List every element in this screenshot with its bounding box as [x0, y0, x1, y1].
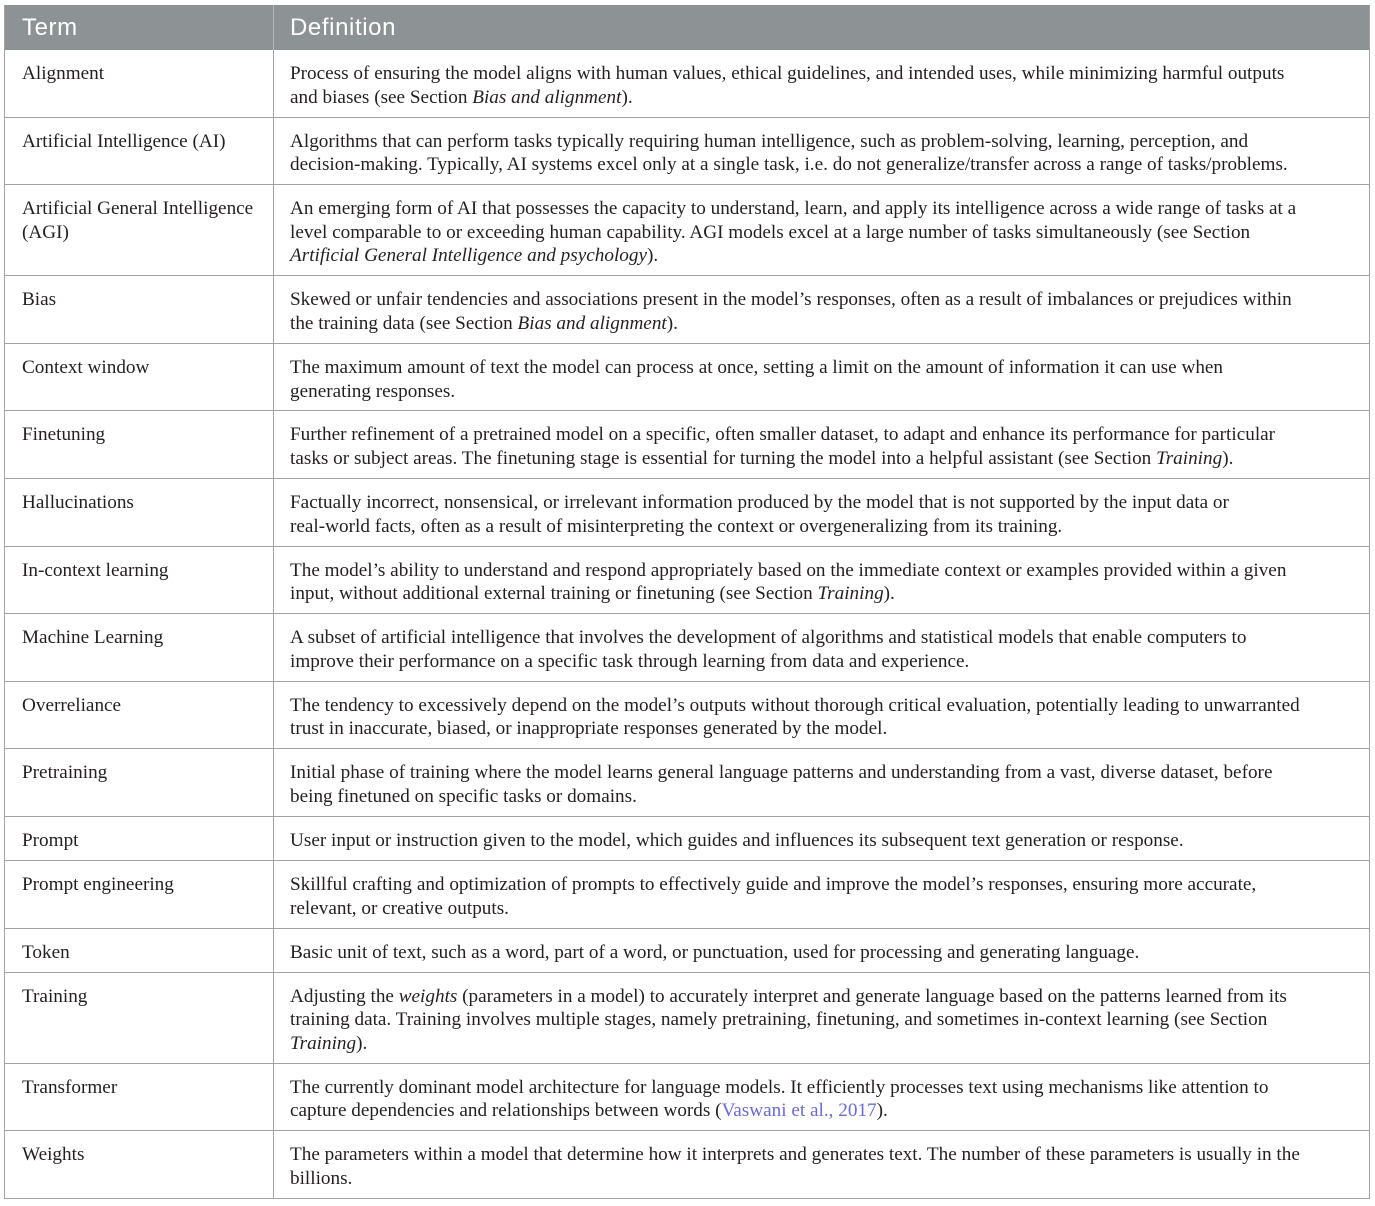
definition-text: The maximum amount of text the model can process at once, setting a limit on the amount of information it can use when	[290, 356, 1224, 378]
definition-text: ).	[621, 86, 633, 108]
definition-text: Algorithms that can perform tasks typically requiring human intelligence, such as problem-solving, learning, perception, and	[290, 130, 1249, 152]
definition-line	[290, 897, 1369, 921]
definition-line	[290, 1032, 1369, 1056]
definition-text: User input or instruction given to the model, which guides and influences its subsequent text generation or response.	[290, 829, 1184, 851]
definition-line	[290, 447, 1369, 471]
table-row	[5, 929, 1369, 973]
term-cell: Token	[5, 929, 274, 972]
definition-cell	[274, 185, 1369, 275]
definition-cell	[274, 929, 1369, 972]
definition-line	[290, 312, 1369, 336]
table-row	[5, 411, 1369, 479]
table-body	[5, 50, 1369, 1199]
table-row	[5, 749, 1369, 817]
definition-line	[290, 829, 1369, 853]
table-row	[5, 861, 1369, 929]
table-row	[5, 1131, 1369, 1199]
table-row	[5, 479, 1369, 547]
definition-cell	[274, 861, 1369, 928]
definition-line	[290, 1099, 1369, 1123]
definition-line	[290, 515, 1369, 539]
term-cell: Artificial Intelligence (AI)	[5, 118, 274, 185]
definition-text: An emerging form of AI that possesses the capacity to understand, learn, and apply its intelligence across a wide range of tasks at a	[290, 198, 1297, 220]
term-cell: Bias	[5, 276, 274, 343]
definition-text: billions.	[290, 1167, 353, 1189]
definition-line	[290, 761, 1369, 785]
definition-line	[290, 356, 1369, 380]
definition-line	[290, 1167, 1369, 1191]
column-header-definition: Definition	[290, 13, 397, 41]
definition-text: Process of ensuring the model aligns with human values, ethical guidelines, and intended uses, while minimizing harmful outputs	[290, 63, 1285, 84]
definition-text: Initial phase of training where the model learns general language patterns and understanding from a vast, diverse dataset, before	[290, 762, 1273, 784]
table-row	[5, 1064, 1369, 1132]
definition-line	[290, 288, 1369, 312]
italic-text: Training	[290, 1032, 357, 1054]
definition-text: ).	[356, 1032, 368, 1054]
definition-text: Skewed or unfair tendencies and associations present in the model’s responses, often as a result of imbalances or prejudices within	[290, 289, 1292, 311]
definition-cell	[274, 479, 1369, 546]
definition-text: training data. Training involves multiple stages, namely pretraining, finetuning, and sometimes in-context learning (see Section	[290, 1009, 1268, 1031]
term-cell: Transformer	[5, 1064, 274, 1131]
definition-cell	[274, 276, 1369, 343]
definition-line	[290, 873, 1369, 897]
table-row	[5, 614, 1369, 682]
definition-line	[290, 153, 1369, 177]
definition-text: input, without additional external training or finetuning (see Section	[290, 583, 818, 605]
definition-text: tasks or subject areas. The finetuning stage is essential for turning the model into a helpful assistant (see Section	[290, 448, 1157, 470]
table-row	[5, 344, 1369, 412]
table-row	[5, 185, 1369, 276]
term-cell: Training	[5, 973, 274, 1063]
definition-text: A subset of artificial intelligence that involves the development of algorithms and statistical models that enable computers to	[290, 627, 1247, 649]
table-row	[5, 118, 1369, 186]
definition-text: level comparable to or exceeding human capability. AGI models excel at a large number of tasks simultaneously (see Section	[290, 221, 1251, 243]
definition-line	[290, 1076, 1369, 1100]
definition-line	[290, 1008, 1369, 1032]
table-row	[5, 817, 1369, 861]
definition-line	[290, 694, 1369, 718]
definition-text: The currently dominant model architecture for language models. It efficiently processes text using mechanisms like attention to	[290, 1076, 1269, 1098]
definition-line	[290, 423, 1369, 447]
definition-line	[290, 221, 1369, 245]
term-cell: Machine Learning	[5, 614, 274, 681]
term-cell: Prompt	[5, 817, 274, 860]
definition-line	[290, 197, 1369, 221]
definition-line	[290, 985, 1369, 1009]
definition-line	[290, 130, 1369, 154]
definition-cell	[274, 682, 1369, 749]
definition-text: and biases (see Section	[290, 86, 473, 108]
term-cell: Hallucinations	[5, 479, 274, 546]
definition-cell	[274, 614, 1369, 681]
definition-line	[290, 650, 1369, 674]
definition-text: generating responses.	[290, 380, 456, 402]
definition-cell	[274, 411, 1369, 478]
definition-line	[290, 491, 1369, 515]
table-row	[5, 547, 1369, 615]
glossary-table	[4, 5, 1370, 1199]
definition-line	[290, 582, 1369, 606]
definition-cell	[274, 50, 1369, 117]
term-cell: Alignment	[5, 50, 274, 117]
definition-text: (parameters in a model) to accurately interpret and generate language based on the patterns learned from its	[457, 985, 1287, 1007]
definition-line	[290, 717, 1369, 741]
definition-line	[290, 559, 1369, 583]
definition-text: Skillful crafting and optimization of prompts to effectively guide and improve the model’s responses, ensuring more accurate,	[290, 873, 1257, 895]
definition-text: relevant, or creative outputs.	[290, 897, 509, 919]
definition-text: ).	[1222, 448, 1234, 470]
term-cell: Artificial General Intelligence (AGI)	[5, 185, 274, 275]
table-row	[5, 276, 1369, 344]
definition-text: The parameters within a model that determine how it interprets and generates text. The number of these parameters is usually in the	[290, 1144, 1300, 1166]
term-cell: Prompt engineering	[5, 861, 274, 928]
definition-line	[290, 62, 1369, 86]
definition-cell	[274, 547, 1369, 614]
definition-text: ).	[883, 583, 895, 605]
definition-cell	[274, 973, 1369, 1063]
definition-cell	[274, 118, 1369, 185]
definition-text: ).	[666, 312, 678, 334]
definition-line	[290, 1143, 1369, 1167]
definition-text: being finetuned on specific tasks or domains.	[290, 785, 637, 807]
italic-text: Training	[1156, 448, 1223, 470]
definition-text: Factually incorrect, nonsensical, or irrelevant information produced by the model that is not supported by the input data or	[290, 492, 1229, 514]
definition-text: Further refinement of a pretrained model on a specific, often smaller dataset, to adapt and enhance its performance for particular	[290, 424, 1276, 446]
table-row	[5, 50, 1369, 118]
definition-text: the training data (see Section	[290, 312, 518, 334]
definition-text: real-world facts, often as a result of misinterpreting the context or overgeneralizing from its training.	[290, 515, 1063, 537]
citation-link[interactable]: Vaswani et al., 2017	[721, 1100, 877, 1122]
definition-line	[290, 785, 1369, 809]
italic-text: weights	[398, 985, 458, 1007]
term-cell: Weights	[5, 1131, 274, 1198]
term-cell: Pretraining	[5, 749, 274, 816]
italic-text: Bias and alignment	[472, 86, 622, 108]
definition-cell	[274, 344, 1369, 411]
definition-text: The tendency to excessively depend on the model’s outputs without thorough critical evaluation, potentially leading to unwarranted	[290, 694, 1300, 716]
definition-line	[290, 86, 1369, 110]
definition-cell	[274, 1064, 1369, 1131]
definition-line	[290, 941, 1369, 965]
definition-line	[290, 244, 1369, 268]
italic-text: Training	[817, 583, 884, 605]
definition-text: Basic unit of text, such as a word, part of a word, or punctuation, used for processing and generating language.	[290, 941, 1140, 963]
definition-cell	[274, 1131, 1369, 1198]
term-cell: In-context learning	[5, 547, 274, 614]
term-cell: Overreliance	[5, 682, 274, 749]
term-cell: Finetuning	[5, 411, 274, 478]
column-header-term: Term	[5, 5, 274, 50]
italic-text: Bias and alignment	[517, 312, 667, 334]
definition-line	[290, 380, 1369, 404]
definition-text: ).	[647, 245, 659, 267]
definition-cell	[274, 749, 1369, 816]
table-row	[5, 682, 1369, 750]
definition-text: capture dependencies and relationships between words (	[290, 1100, 722, 1122]
table-row	[5, 973, 1369, 1064]
definition-text: improve their performance on a specific task through learning from data and experience.	[290, 650, 970, 672]
definition-cell	[274, 817, 1369, 860]
definition-text: trust in inaccurate, biased, or inappropriate responses generated by the model.	[290, 718, 888, 740]
table-header	[5, 5, 1369, 50]
term-cell: Context window	[5, 344, 274, 411]
definition-text: The model’s ability to understand and respond appropriately based on the immediate context or examples provided within a given	[290, 559, 1287, 581]
italic-text: Artificial General Intelligence and psychology	[290, 245, 648, 267]
definition-text: Adjusting the	[290, 985, 399, 1007]
definition-text: decision-making. Typically, AI systems excel only at a single task, i.e. do not generalize/transfer across a range of tasks/problems.	[290, 154, 1288, 176]
definition-text: ).	[876, 1100, 888, 1122]
definition-line	[290, 626, 1369, 650]
